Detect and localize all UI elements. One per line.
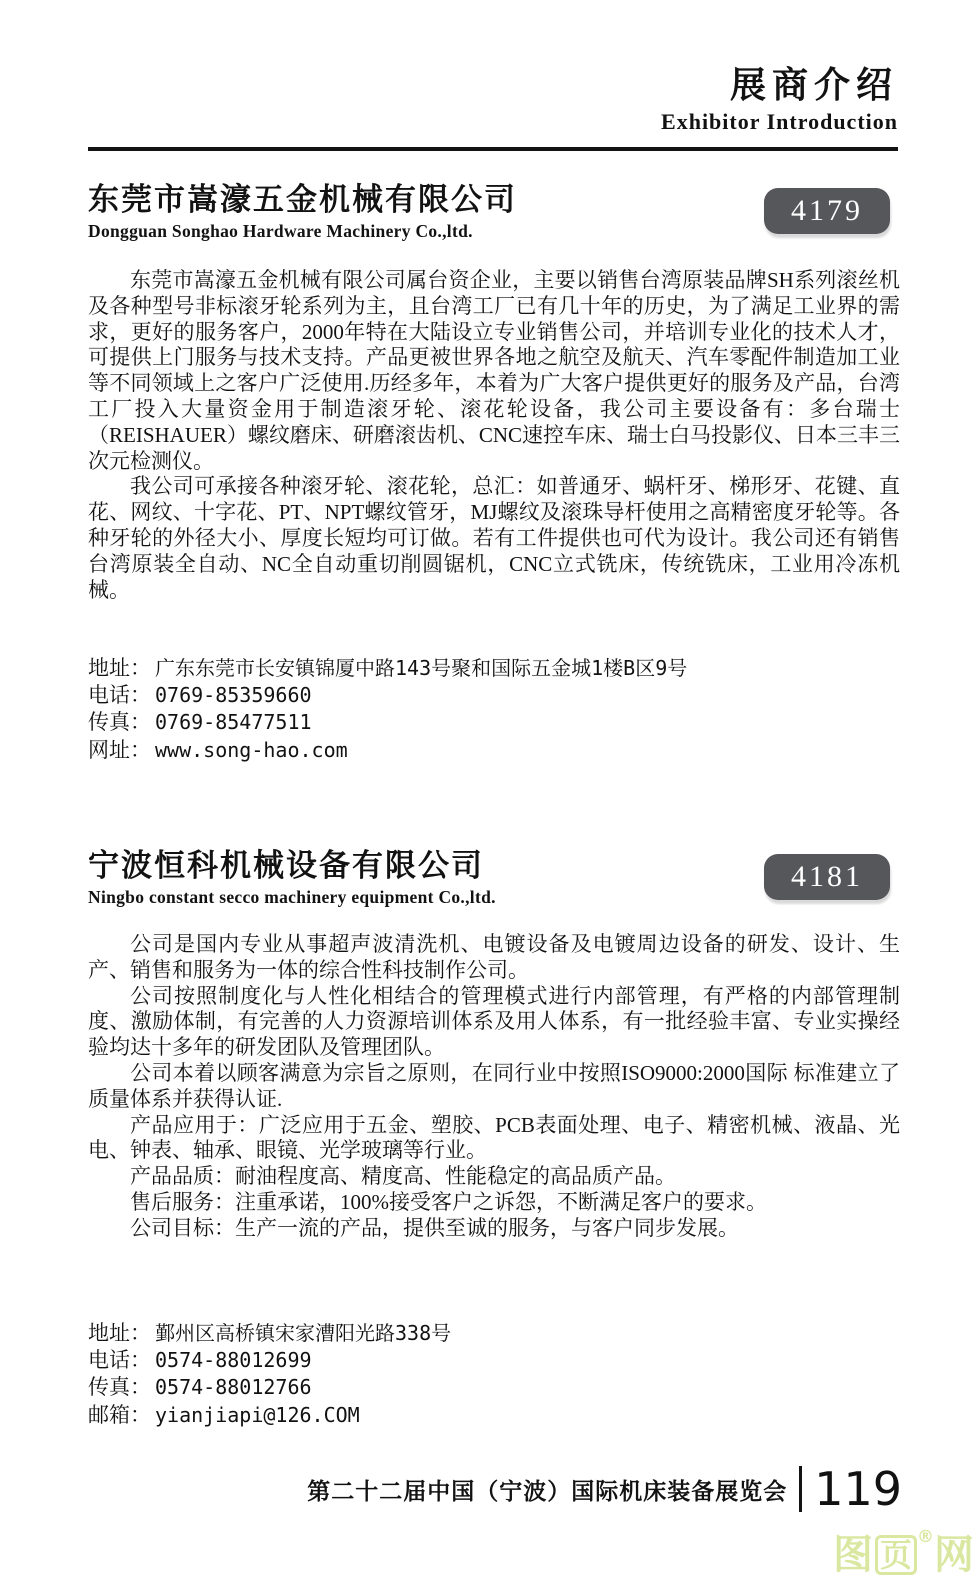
company-name-zh: 宁波恒科机械设备有限公司 [88, 848, 484, 883]
footer-page-number: 119 [814, 1462, 902, 1516]
booth-number-badge: 4181 [764, 854, 890, 900]
watermark-char: 网 [934, 1532, 974, 1578]
page-header [88, 66, 898, 135]
contact-block [88, 655, 687, 764]
company-name-en: Dongguan Songhao Hardware Machinery Co.,ltd. [88, 220, 473, 241]
description-paragraph: 产品品质：耐油程度高、精度高、性能稳定的高品质产品。 [130, 1164, 676, 1189]
contact-row-address [88, 655, 687, 682]
contact-label: 地址： [88, 1321, 151, 1345]
description-paragraph: 东莞市嵩濠五金机械有限公司属台资企业，主要以销售台湾原装品牌SH系列滚丝机及各种型号非标滚牙轮系列为主，且台湾工厂已有几十年的历史，为了满足工业界的需求，更好的服务客户，2000年特在大陆设立专业销售公司，并培训专业化的技术人才，可提供上门服务与技术支持。产品更被世界各地之航空及航天、汽车零配件制造加工业等不同领域上之客户广泛使用.历经多年，本着为广大客户提供更好的服务及产品，台湾工厂投入大量资金用于制造滚牙轮、滚花轮设备，我公司主要设备有：多台瑞士（REISHAUER）螺纹磨床、研磨滚齿机、CNC速控车床、瑞士白马投影仪、日本三丰三次元检测仪。 [88, 268, 901, 473]
booth-number-badge: 4179 [764, 188, 890, 234]
page-title: 展商介绍 [729, 65, 898, 105]
company-name-zh: 东莞市嵩濠五金机械有限公司 [88, 182, 517, 217]
registered-trademark-icon: ® [917, 1527, 934, 1547]
watermark-char: 图 [832, 1532, 873, 1578]
description-paragraph: 公司是国内专业从事超声波清洗机、电镀设备及电镀周边设备的研发、设计、生产、销售和服务为一体的综合性科技制作公司。 [88, 932, 900, 982]
contact-value: yianjiapi@126.COM [155, 1402, 360, 1427]
company-description [88, 932, 900, 1242]
contact-value: 鄞州区高桥镇宋家漕阳光路338号 [155, 1321, 452, 1345]
exhibitor-section-1-heading [88, 182, 898, 242]
contact-value: 0574-88012699 [155, 1348, 312, 1373]
contact-label: 电话： [88, 1348, 151, 1373]
contact-row-phone [88, 682, 687, 709]
contact-label: 传真： [88, 1375, 151, 1400]
contact-label: 传真： [88, 710, 151, 735]
contact-label: 地址： [88, 656, 151, 680]
contact-value: 0769-85477511 [155, 710, 312, 735]
page-subtitle: Exhibitor Introduction [661, 108, 898, 134]
company-name-en: Ningbo constant secco machinery equipment Co.,ltd. [88, 886, 496, 907]
footer-event-title: 第二十二届中国（宁波）国际机床装备展览会 [307, 1478, 788, 1504]
contact-row-address [88, 1320, 451, 1347]
contact-row-phone [88, 1347, 451, 1374]
contact-value: 0574-88012766 [155, 1375, 312, 1400]
description-paragraph: 公司本着以顾客满意为宗旨之原则，在同行业中按照ISO9000:2000国际 标准建立了质量体系并获得认证. [88, 1060, 900, 1111]
contact-label: 网址： [88, 737, 151, 762]
contact-row-fax [88, 1374, 451, 1401]
contact-row-email [88, 1402, 451, 1429]
description-paragraph: 我公司可承接各种滚牙轮、滚花轮，总汇：如普通牙、蜗杆牙、梯形牙、花键、直花、网纹、十字花、PT、NPT螺纹管牙，MJ螺纹及滚珠导杆使用之高精密度牙轮等。各种牙轮的外径大小、厚度长短均可订做。若有工件提供也可代为设计。我公司还有销售台湾原装全自动、NC全自动重切削圆锯机，CNC立式铣床，传统铣床，工业用冷冻机械。 [88, 474, 900, 602]
site-watermark [832, 1527, 974, 1578]
watermark-char: 页 [875, 1535, 917, 1575]
contact-row-website [88, 737, 687, 764]
contact-value: 0769-85359660 [155, 683, 312, 708]
exhibitor-section-2-heading [88, 848, 898, 908]
company-description [88, 268, 900, 603]
description-paragraph: 售后服务：注重承诺，100%接受客户之诉怨，不断满足客户的要求。 [130, 1189, 767, 1214]
contact-row-fax [88, 709, 687, 736]
header-rule [88, 147, 898, 151]
contact-label: 邮箱： [88, 1402, 151, 1427]
description-paragraph: 公司目标：生产一流的产品，提供至诚的服务，与客户同步发展。 [130, 1215, 739, 1240]
contact-value: www.song-hao.com [155, 737, 348, 762]
footer-divider [799, 1466, 802, 1512]
contact-block [88, 1320, 451, 1429]
contact-label: 电话： [88, 683, 151, 708]
page-footer [88, 1462, 902, 1516]
contact-value: 广东东莞市长安镇锦厦中路143号聚和国际五金城1楼B区9号 [155, 656, 688, 680]
description-paragraph: 公司按照制度化与人性化相结合的管理模式进行内部管理，有严格的内部管理制度、激励体制，有完善的人力资源培训体系及用人体系，有一批经验丰富、专业实操经验均达十多年的研发团队及管理团队。 [88, 983, 900, 1060]
description-paragraph: 产品应用于：广泛应用于五金、塑胶、PCB表面处理、电子、精密机械、液晶、光电、钟表、轴承、眼镜、光学玻璃等行业。 [88, 1112, 900, 1163]
